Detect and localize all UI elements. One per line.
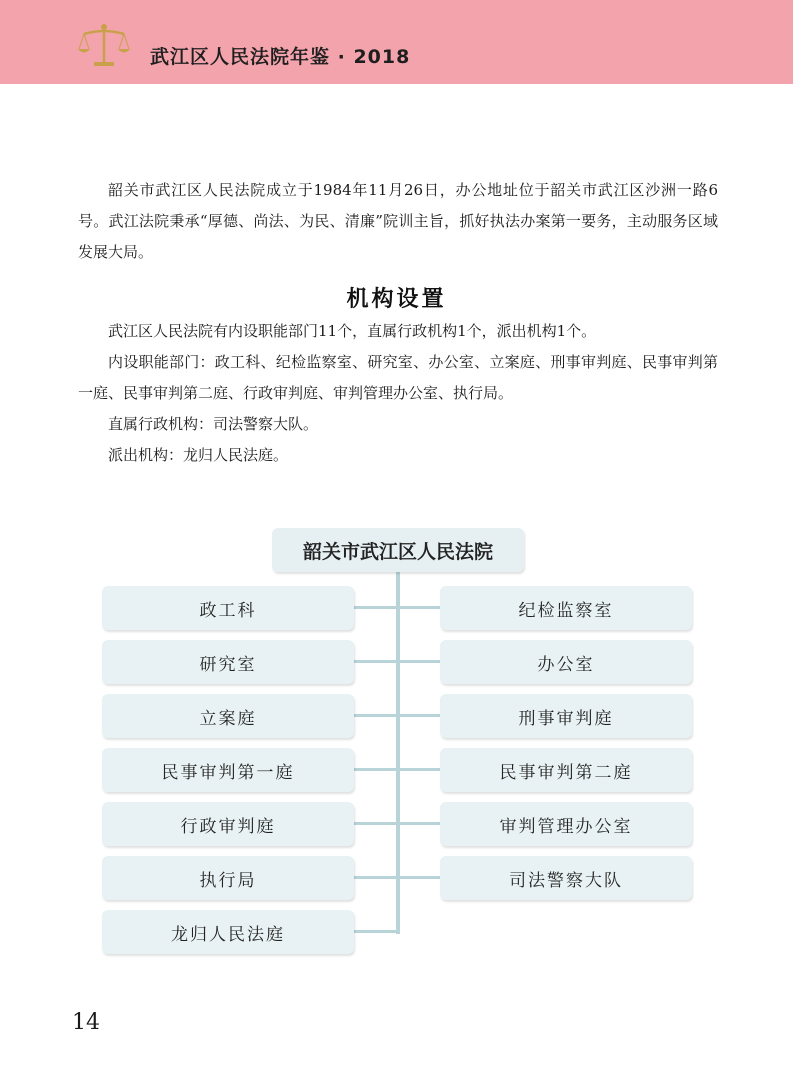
branch-connector — [400, 768, 440, 771]
org-box-trial-management-office: 审判管理办公室 — [440, 802, 692, 846]
body-text — [78, 316, 718, 471]
branch-connector — [354, 660, 396, 663]
paragraph-internal-departments: 内设职能部门：政工科、纪检监察室、研究室、办公室、立案庭、刑事审判庭、民事审判第一庭、民事审判第二庭、行政审判庭、审判管理办公室、执行局。 — [78, 353, 718, 402]
org-root-box: 韶关市武江区人民法院 — [272, 528, 524, 572]
org-box-criminal-division: 刑事审判庭 — [440, 694, 692, 738]
org-box-discipline-inspection: 纪检监察室 — [440, 586, 692, 630]
branch-connector — [354, 876, 396, 879]
org-box-general-office: 办公室 — [440, 640, 692, 684]
org-box-case-filing-division: 立案庭 — [102, 694, 354, 738]
org-box-enforcement-bureau: 执行局 — [102, 856, 354, 900]
org-box-political-affairs: 政工科 — [102, 586, 354, 630]
paragraph-administrative-unit: 直属行政机构：司法警察大队。 — [108, 415, 319, 433]
branch-connector — [400, 822, 440, 825]
branch-connector — [354, 930, 400, 933]
branch-connector — [400, 606, 440, 609]
org-chart — [0, 520, 793, 970]
branch-connector — [400, 876, 440, 879]
org-box-research-office: 研究室 — [102, 640, 354, 684]
org-box-civil-division-1: 民事审判第一庭 — [102, 748, 354, 792]
paragraph-dispatched-unit: 派出机构：龙归人民法庭。 — [108, 446, 289, 464]
intro-paragraph: 韶关市武江区人民法院成立于1984年11月26日，办公地址位于韶关市武江区沙洲一路6号。武江法院秉承“厚德、尚法、为民、清廉”院训主旨，抓好执法办案第一要务，主动服务区域发展大局。 — [78, 181, 718, 261]
paragraph-department-count: 武江区人民法院有内设职能部门11个，直属行政机构1个，派出机构1个。 — [108, 322, 597, 340]
branch-connector — [354, 822, 396, 825]
org-box-administrative-division: 行政审判庭 — [102, 802, 354, 846]
org-box-longgui-tribunal: 龙归人民法庭 — [102, 910, 354, 954]
page-number: 14 — [72, 1010, 100, 1035]
trunk-connector — [396, 572, 400, 934]
page-header — [0, 0, 793, 84]
branch-connector — [354, 606, 396, 609]
branch-connector — [400, 660, 440, 663]
org-box-civil-division-2: 民事审判第二庭 — [440, 748, 692, 792]
header-title: 武江区人民法院年鉴 · 2018 — [150, 46, 411, 68]
branch-connector — [354, 768, 396, 771]
scales-of-justice-icon — [76, 22, 132, 70]
branch-connector — [400, 714, 440, 717]
org-box-judicial-police: 司法警察大队 — [440, 856, 692, 900]
branch-connector — [354, 714, 396, 717]
section-title: 机构设置 — [346, 287, 447, 312]
